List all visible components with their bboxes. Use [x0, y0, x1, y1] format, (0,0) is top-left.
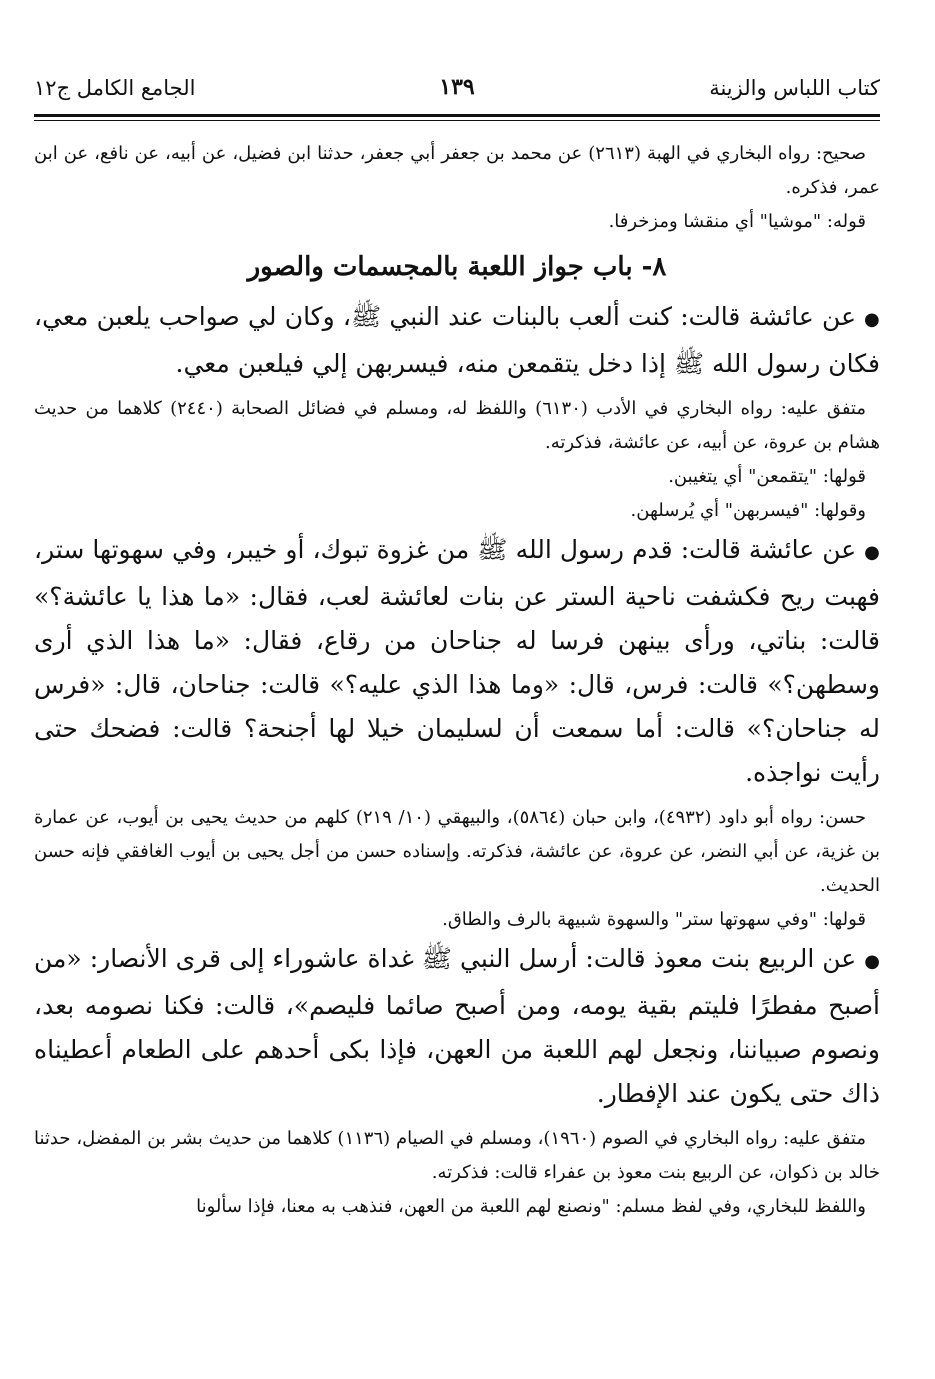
hadith-text: [34, 937, 880, 1116]
bullet-icon: ●: [864, 542, 880, 563]
chapter-heading: ٨- باب جواز اللعبة بالمجسمات والصور: [247, 252, 667, 282]
takhrij-note: صحيح: رواه البخاري في الهبة (٢٦١٣) عن محمد بن جعفر أبي جعفر، حدثنا ابن فضيل، عن أبيه، عن نافع، عن ابن عمر، فذكره.: [34, 143, 880, 198]
page-body: [34, 137, 880, 1224]
gloss-note: قوله: "موشيا" أي منقشا ومزخرفا.: [608, 211, 866, 232]
bullet-icon: ●: [864, 309, 880, 330]
takhrij-note: حسن: رواه أبو داود (٤٩٣٢)، وابن حبان (٥٨٦٤)، والبيهقي (١٠/ ٢١٩) كلهم من حديث يحيى بن أيوب، عن عمارة بن غزية، عن أبي النضر، عن عروة، عن عائشة، فذكرته. وإسناده حسن من أجل يحيى بن أيوب الغافقي فإنه حسن الحديث.: [34, 807, 880, 896]
header-rule-thin: [34, 120, 880, 121]
takhrij-note: متفق عليه: رواه البخاري في الأدب (٦١٣٠) واللفظ له، ومسلم في فضائل الصحابة (٢٤٤٠) كلاهما من حديث هشام بن عروة، عن أبيه، عن عائشة، فذكرته.: [34, 398, 880, 453]
header-book-title: كتاب اللباس والزينة: [709, 76, 880, 100]
takhrij-note: متفق عليه: رواه البخاري في الصوم (١٩٦٠)، ومسلم في الصيام (١١٣٦) كلاهما من حديث بشر بن المفضل، حدثنا خالد بن ذكوان، عن الربيع بنت معوذ بن عفراء قالت: فذكرته.: [34, 1128, 880, 1183]
gloss-note: قولها: "يتقمعن" أي يتغيبن.: [668, 466, 866, 487]
gloss-note: وقولها: "فيسربهن" أي يُرسلهن.: [630, 500, 866, 521]
header-rule-thick: [34, 114, 880, 117]
hadith-text: [34, 528, 880, 795]
running-header: [34, 70, 880, 110]
header-volume-title: الجامع الكامل ج١٢: [34, 76, 196, 100]
bullet-icon: ●: [864, 951, 880, 972]
hadith-body: عن عائشة قالت: كنت ألعب بالبنات عند النبي ﷺ، وكان لي صواحب يلعبن معي، فكان رسول الله ﷺ إذا دخل يتقمعن منه، فيسربهن إلي فيلعبن معي.: [34, 302, 880, 378]
hadith-text: [34, 295, 880, 386]
hadith-body: عن عائشة قالت: قدم رسول الله ﷺ من غزوة تبوك، أو خيبر، وفي سهوتها ستر، فهبت ريح فكشفت ناحية الستر عن بنات لعائشة لعب، فقال: «ما هذا يا عائشة؟» قالت: بناتي، ورأى بينهن فرسا له جناحان من رقاع، فقال: «ما هذا الذي أرى وسطهن؟» قالت: فرس، قال: «وما هذا الذي عليه؟» قالت: جناحان، قال: «فرس له جناحان؟» قالت: أما سمعت أن لسليمان خيلا لها أجنحة؟ قالت: فضحك حتى رأيت نواجذه.: [34, 535, 880, 787]
page-number: ١٣٩: [439, 74, 475, 100]
continued-note: واللفظ للبخاري، وفي لفظ مسلم: "ونصنع لهم اللعبة من العهن، فنذهب به معنا، فإذا سألونا: [196, 1196, 866, 1217]
book-page: [34, 70, 880, 1224]
hadith-body: عن الربيع بنت معوذ قالت: أرسل النبي ﷺ غداة عاشوراء إلى قرى الأنصار: «من أصبح مفطرًا فليتم بقية يومه، ومن أصبح صائما فليصم»، قالت: فكنا نصومه بعد، ونصوم صبياننا، ونجعل لهم اللعبة من العهن، فإذا بكى أحدهم على الطعام أعطيناه ذاك حتى يكون عند الإفطار.: [34, 944, 880, 1108]
gloss-note: قولها: "وفي سهوتها ستر" والسهوة شبيهة بالرف والطاق.: [442, 909, 866, 930]
